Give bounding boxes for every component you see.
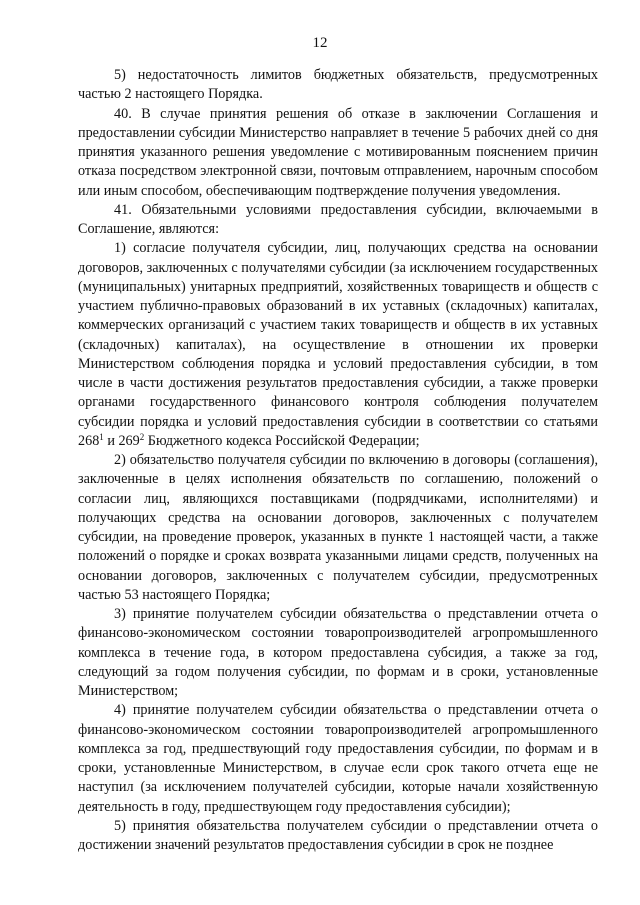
page-number: 12	[312, 35, 328, 51]
paragraph-condition-5-results-report: 5) принятия обязательства получателем субсидии о представлении отчета о достижении значений результатов предоставления субсидии в срок не позднее	[78, 817, 598, 853]
paragraph-condition-4-prior-year-report: 4) принятие получателем субсидии обязательства о представлении отчета о финансово-экономическом состоянии товаропроизводителей агропромышленного комплекса за год, предшествующий году предоставления субсидии, по формам и в сроки, установленные Министерством, в случае если срок такого отчета еще не наступил (за исключением получателей субсидии, которые начали хозяйственную деятельность в году, предшествующем году предоставления субсидии);	[78, 702, 598, 815]
document-body	[78, 66, 598, 855]
paragraph-condition-1-consent	[78, 239, 598, 451]
article-268-superscript: 1	[99, 431, 104, 442]
paragraph-40-refusal-notice: 40. В случае принятия решения об отказе в заключении Соглашения и предоставлении субсидии Министерство направляет в течение 5 рабочих дней со дня принятия указанного решения уведомление с мотивированным пояснением причин отказа посредством электронной связи, почтовым отправлением, нарочным способом или иным способом, обеспечивающим подтверждение получения уведомления.	[78, 105, 598, 199]
paragraph-condition-3-annual-report: 3) принятие получателем субсидии обязательства о представлении отчета о финансово-экономическом состоянии товаропроизводителей агропромышленного комплекса в течение года, в котором предоставлена субсидия, а также за год, следующий за годом получения субсидии, по формам и в сроки, установленные Министерством;	[78, 606, 598, 699]
condition-1-text-mid: и 269	[103, 432, 140, 449]
paragraph-item-5-limits: 5) недостаточность лимитов бюджетных обязательств, предусмотренных частью 2 настоящего Порядка.	[78, 67, 598, 103]
paragraph-41-mandatory-conditions: 41. Обязательными условиями предоставления субсидии, включаемыми в Соглашение, являются:	[78, 201, 598, 237]
paragraph-condition-2-obligation: 2) обязательство получателя субсидии по включению в договоры (соглашения), заключенные в целях исполнения обязательств по соглашению, положений о согласии лиц, являющихся поставщиками (подрядчиками, исполнителями) и получающих средства на основании договоров, заключенных с получателем субсидии, на проведение проверок, указанных в пункте 1 настоящей части, а также положений о порядке и сроках возврата указанными лицами средств, полученных на основании договоров, заключенных с получателем субсидии, предусмотренных частью 53 настоящего Порядка;	[78, 452, 598, 603]
article-269-superscript: 2	[139, 431, 145, 442]
condition-1-text-end: Бюджетного кодекса Российской Федерации;	[144, 432, 420, 449]
condition-1-text: 1) согласие получателя субсидии, лиц, получающих средства на основании договоров, заключенных с получателями субсидии (за исключением государственных (муниципальных) унитарных предприятий, хозяйственных товариществ и обществ с участием публично-правовых образований в их уставных (складочных) капиталах, коммерческих организаций с участием таких товариществ и обществ в их уставных (складочных) капиталах), на осуществление в отношении их проверки Министерством соблюдения порядка и условий предоставления субсидии, в том числе в части достижения результатов предоставления субсидии, а также проверки органами государственного финансового контроля соблюдения получателем субсидии порядка и условий предоставления субсидии в соответствии со статьями 268	[78, 240, 598, 449]
